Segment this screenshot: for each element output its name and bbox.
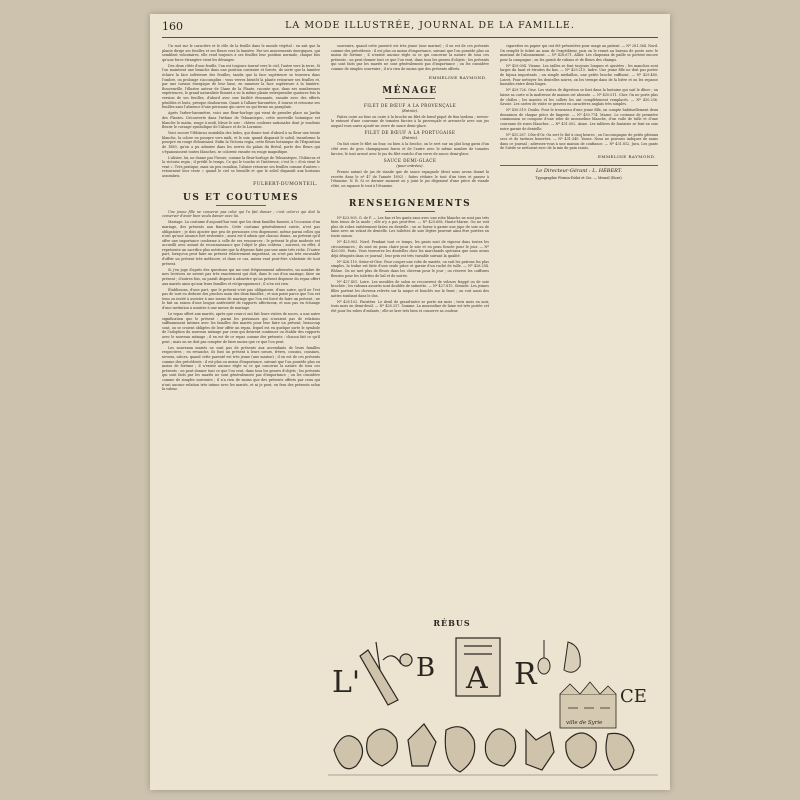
column-3: [500, 44, 658, 180]
rebus-illustration: [328, 630, 658, 780]
article-paragraph: Des deux côtés d'une feuille, l'un est toujours tourné vers le ciel, l'autre vers la terre. Si l'on maintient une branche dans une position contraire et forcée, de sorte que la lumière éclaire la face inférieure des feuilles, tandis que la face supérieure se trouvera dans l'ombre, on prolonge s'accomplira : vous verrez bientôt la plante retourner ses feuilles et, par une torsion énergique de leur base, en ramener la face supérieure à la lumière. Boucenville, l'illustre auteur de l'Ame de la Plante, raconte que, dans ses nombreuses expériences, le grand naturaliste Bonnet a vu la même plante entreprendre quatorze fois la version de ses feuilles, d'abord avec une facilité étonnante, ensuite avec des efforts pénibles et lents, presque douloureux. Quant à l'allaier-baromètre, il tourne et retourne ses feuilles sans l'absence d'une personne qui carve ou qui ferme un parapluie.: [162, 63, 320, 110]
inquiry-paragraph: Nº 430.519. Doubs. Pour le trousseau d'une jeune fille, on compte habituellement deux douzaines de chaque pièce de lingerie. — Nº 430.774. Marne. Le costume de première communion se compose d'une robe de mousseline blanche, d'un voile de tulle et d'une couronne de roses blanches. — Nº 431.002. Aisne. Les tabliers de fantaisie se font en soie noire garnie de dentelle.: [500, 108, 658, 131]
recipe-note: (Entrée).: [401, 108, 419, 113]
recipe-text: Prenez autant de jus de viande que de sauce espagnole (dont nous avons donné la recette dans le nº 47 de l'année 1892) ; faites réduire le tout d'un tiers et passez à l'étamine. N. B. Si ce dernier moment on y joint le jus dégraissé d'une pièce de viande rôtie, on rapasse le tout à l'étamine.: [331, 170, 489, 188]
recipe-text: Faites cuire au four ou cuire à la broche un filet de bœuf piqué de fins lardons ; servez-le entouré d'une couronne de tomates farcies à la provençale et arrosez-le avec son jus auquel vous aurez ajouté un verre de sauce demi-glace.: [331, 114, 489, 128]
recipe-title: FILET DE BŒUF A LA PORTUGAISE: [364, 130, 456, 136]
rebus-letter-a: A: [466, 661, 488, 696]
page-header: [162, 20, 658, 38]
divider: [385, 98, 435, 99]
article-paragraph: Si j'en juge d'après des questions qui me sont fréquemment adressées, un nombre de mes lectrices ne savent pas très exactement qui doit, dans le cas d'un mariage, faire un présent ; d'autres fois, on paraît disposé à admettre qu'un présent dispense du repas offert aux mariés ainsi qu'aux leurs familles et réciproquement ; il n'en est rien.: [162, 267, 320, 286]
director-line: Le Directeur-Gérant : L. HÉBERT.: [500, 165, 658, 174]
inquiry-paragraph: cigarettes en papier qui ont été présentées pour usage au patient. — Nº 281.364. Nord. On remplit le ticket au nom de l'expéditeur, puis on le remet au bureau de poste avec le montant de l'abonnement. — Nº 428.671. Allier. Les chapeaux de paille se portent encore pour la campagne ; on les garnit de rubans et de fleurs des champs.: [500, 44, 658, 62]
newspaper-page: [150, 14, 670, 790]
rebus-letter-b: B: [416, 653, 436, 683]
inquiry-paragraph: Nº 431.287. Côte-d'Or. On sert le thé à cinq heures ; on l'accompagne de petits gâteaux secs et de tartines beurrées. — Nº 431.540. Yonne. Nous ne pouvons indiquer de noms dans ce journal ; adressez-vous à une maison de confiance. — Nº 431.812. Jura. Les gants de Suède se nettoient avec de la mie de pain rassis.: [500, 132, 658, 151]
article-signature: FULBERT-DUMONTEIL.: [253, 181, 318, 187]
section-title-menage: MÉNAGE: [382, 85, 438, 96]
journal-title: LA MODE ILLUSTRÉE, JOURNAL DE LA FAMILLE.: [285, 20, 575, 31]
rebus-letters-ce: CE: [620, 686, 647, 707]
rebus-letter-l: L': [332, 665, 361, 700]
article-paragraph: Les nouveaux mariés ne sont pas de présents aux ascendants de leurs familles respectives ; en revanche, ils font un présent à leurs sœurs, frères, cousins, cousines, neveux, nièces, quand cette parenté est très jeune (une marine) ; il en est de ces présents comme des précédents : il est plus ou moins d'importance, suivant que l'on possède plus ou moins de fortune ; il n'existe aucune règle ni ce qui concerne la nature de tous ces présents : on peut donner tout ce que l'on veut, dans tous les genres d'objets ; les présents qui sont faits par les mariés ne sont généralement pas d'importance ; on les considère comme de simples souvenirs ; il n'a rien de moins que des présents offerts par ceux qui n'ont aucune relation très intime avec les mariés, et ni je peut, en fera des présents selon la valeur.: [162, 345, 320, 392]
recipe-note: (pour entrées).: [396, 164, 424, 169]
article-paragraph: Mariage. La coutume d'aujourd'hui veut que les deux familles fassent, à l'occasion d'un mariage, des présents aux fiancés. Cette coutume généralement suivie, n'est pas obligatoire ; je dois ajouter que peu de personnes s'en dispensent, même parmi celles qui n'ont qu'une aisance fort restreinte ; aussi est-il admis que chacun donne, au présent qu'il offre une importance conforme à celle de ses ressources : le présent le plus modeste est accueilli avec autant de reconnaissance que l'objet le plus coûteux ; souvent, en effet, il représente un sacrifice plus méritoire que la dépense faite par une amie très riche. D'autre part, lorsqu'on peut faire un présent relativement important, on n'est pas très excusable d'offrir un présent très médiocre, et dans ce cas, mieux vaut peut-être s'abstenir de tout présent.: [162, 220, 320, 266]
article-signature: EMMELINE RAYMOND.: [597, 154, 656, 160]
section-intro: Une jeune fille ne conserve pas celui qui l'a fait danser ; c'est celui-ci qui doit la conserver d'avoir bien voulu danser avec lui.: [162, 209, 320, 219]
section-title-us-et-coutumes: US ET COUTUMES: [183, 192, 299, 203]
article-paragraph: Le repas offert aux mariés, après que ceux-ci ont fait leurs visites de noces, a une autre signification que le présent : parmi les personnes qui n'avaient pas de relations suffisamment intimes avec les familles des mariés pour leur faire un présent, beaucoup sont, ou se croient obligées de leur offrir un repas, lequel est en quelque sorte le symbole de l'adoption du nouveau ménage par ceux qui desirent continuer ou établir des rapports avec le nouveau ménage ; il en est de ce repas comme des présents : chacun fait ce qu'il peut ; mais on ne doit pas compter de faire moins que ce que l'on peut.: [162, 312, 320, 344]
rebus-letter-r: R: [514, 657, 537, 692]
column-2: [331, 44, 489, 315]
printer-line: Typographie Firmin-Didot et Cie. — Mesnil (Eure).: [535, 176, 623, 181]
article-paragraph: L'alisier, lui, ne donne pas l'heure, comme la fleur-horloge de Tehuantepec, l'hibiscus et la victoria regia ; il prédit le temps. Ce qui le touche et l'intéresse, c'est le « d'où vient le vent ». Très pratique, mais un peu cumilion, l'alisier retourne ses feuilles comme d'autres « retournent leur veste » quand le ciel se brouille et que le soleil disparaît aux horizons assombris.: [162, 155, 320, 179]
inquiry-paragraph: Nº 426.110. Seine-et-Oise. Pour couper une robe de mariée, on suit les patrons les plus simples, la traîne est faite d'une seule pièce et garnie d'un ruché de tulle. — Nº 426.254. Rhône. On ne met plus de fleurs dans les cheveux pour le jour ; on réserve les coiffures fleuries pour les toilettes de bal et de soirée.: [331, 259, 489, 278]
tools-cluster: [360, 642, 412, 705]
figures-row: [334, 724, 634, 772]
article-paragraph: Un mot sur le caractère et le rôle de la feuille dans le monde végétal : en sait que la plante dirige ses feuilles et ses fleurs vers la lumière. Par ses mouvements énergiques, qui semblent volontaires, elle rend toujours à ses feuilles leur position normale, chaque fois qu'une force étrangère vient les déranger.: [162, 44, 320, 62]
recipe-text: On fait cuire le filet au four, ou bien à la broche, on le sert sur un plat long garni d'un côté avec de gros champignons farcis et de l'autre avec le même nombre de tomates farcies, le tout arrosé avec le jus du filet enrichi d'un verre de sauce demi-glace.: [331, 142, 489, 156]
recipe-note: (Entrée).: [401, 136, 419, 141]
hanging-objects: [538, 640, 580, 674]
recipe-title: FILET DE BŒUF A LA PROVENÇALE: [363, 102, 457, 108]
rebus-caption: ville de Syrie: [566, 720, 603, 726]
article-paragraph: Après l'arbre-baromètre, voici une fleur-horloge qui vient de prendre place au Jardin des Plantes. Découverte dans l'isthme de Tehuantepec, cette merveille botanique est blanche le matin, rouge à midi, bleue le soir : chères couleurs nationales dont je voudrais fleurir le corsage symbolique de l'Alsace et de la Lorraine.: [162, 111, 320, 130]
rebus-title: RÉBUS: [433, 618, 471, 628]
column-1: [162, 44, 320, 393]
section-title-renseignements: RENSEIGNEMENTS: [348, 198, 472, 209]
inquiry-paragraph: Nº 429.726. Oise. Les visites de digestion se font dans la huitaine qui suit le dîner ; on laisse sa carte si la maîtresse de maison est absente. — Nº 430.011. Cher. On ne porte plus de châles ; les mantes et les collets les ont complètement remplacés. — Nº 430.256. Savoie. Les cartes de visite se gravent en caractères anglais très simples.: [500, 88, 658, 107]
inquiry-paragraph: Nº 425.903. Nord. Pendant tout ce temps, les gants sont de rigueur dans toutes les circonstances ; ils sont en peau claire pour le soir et en peau foncée pour le jour. — Nº 426.005. Paris. Vous trouverez les dentelles chez les marchands spéciaux que nous avons déjà désignés dans ce journal ; leur prix est très variable suivant la qualité.: [331, 239, 489, 258]
inquiry-paragraph: Nº 427.401. Loire. Les meubles de salon se recouvrent de velours frappé ou de soie brochée ; les rideaux assortis sont doublés de satinette. — Nº 427.815. Gironde. Les jeunes filles portent les cheveux relevés sur la nuque et bouclés sur le front ; on voit aussi des nattes tombant dans le dos.: [331, 279, 489, 298]
divider: [385, 211, 435, 212]
article-signature: EMMELINE RAYMOND.: [428, 74, 487, 80]
inquiry-paragraph: Nº 423.905. G. de F. — Les bas et les gants sans avec une robe blanche ne sont pas très bien tenus de la mode ; elle n'y a pas peut-être. — Nº 425.658, Haute-Marne. On ne voit plus de robes entièrement faites en dentelle ; on se borne à garnir une jupe de soie ou de laine avec un volant de dentelle. Les toilettes de soie légère peuvent ainsi être portées en toute saison.: [331, 215, 489, 238]
article-paragraph: Établissons, d'une part, que le présent n'est pas obligatoire, d'une autre, qu'il ne l'est pas de tout en deduire des proches mais des deux familles ; et non point parce que l'on est tenu ou invité à assister à une messe de mariage que l'on est forcé de faire un présent ; ne le fait on raison d'une longue antériorité de rapports affectueux, et non pas en échange d'une invitation à assister à une messe de mariage.: [162, 287, 320, 310]
divider: [216, 205, 266, 206]
article-paragraph: souvenirs, quand cette parenté est très jeune (une marine) ; il en est de ces présents comme des précédents : il est plus ou moins d'importance, suivant que l'on possède plus ou moins de fortune ; il n'existe aucune règle ni ce qui concerne la nature de tous ces présents : on peut donner tout ce que l'on veut, dans tous les genres d'objets ; les présents qui sont faits par les mariés ne sont généralement pas d'importance ; on les considère comme de simples souvenirs ; il n'a rien de moins que des présents offerts.: [331, 44, 489, 71]
page-number: 160: [162, 20, 183, 33]
recipe-title: SAUCE DEMI-GLACE: [383, 158, 437, 164]
article-paragraph: Voici encore l'Hibiscus mutabilis des Indes, qui donne tout d'abord à sa fleur une teinte blanche, la colore en pourpre vers midi, et le soir, quand disparait le soleil, transforme la pourpre en rouge éblouissant. Enfin la Victoria regia, cette fleurs botanique de l'Exposition de 1889, qu'on a pu admirer dans les serres du palais du Brésil, porte des fleurs qui s'épanouissent toutes blanches, se colorent ensuite en rouge magnifique.: [162, 131, 320, 154]
inquiry-paragraph: Nº 428.102. Finistère. Le deuil de grand-mère se porte six mois ; trois mois en noir, trois mois en demi-deuil. — Nº 428.337. Somme. La mousseline de laine est très portée cet été pour les robes d'enfants ; elle se lave très bien et conserve sa couleur.: [331, 299, 489, 313]
inquiry-paragraph: Nº 429.004. Vienne. Les tailles se font toujours longues et ajustées ; les manches sont larges du haut et étroites du bas. — Nº 429.215. Indre. Une jeune fille ne doit pas porter de bijoux importants ; un simple médaillon, une petite broche suffisent. — Nº 429.480. Loiret. Pour nettoyer les dentelles noires, on les trempe dans de la bière et on les repasse humides entre deux linges.: [500, 63, 658, 87]
